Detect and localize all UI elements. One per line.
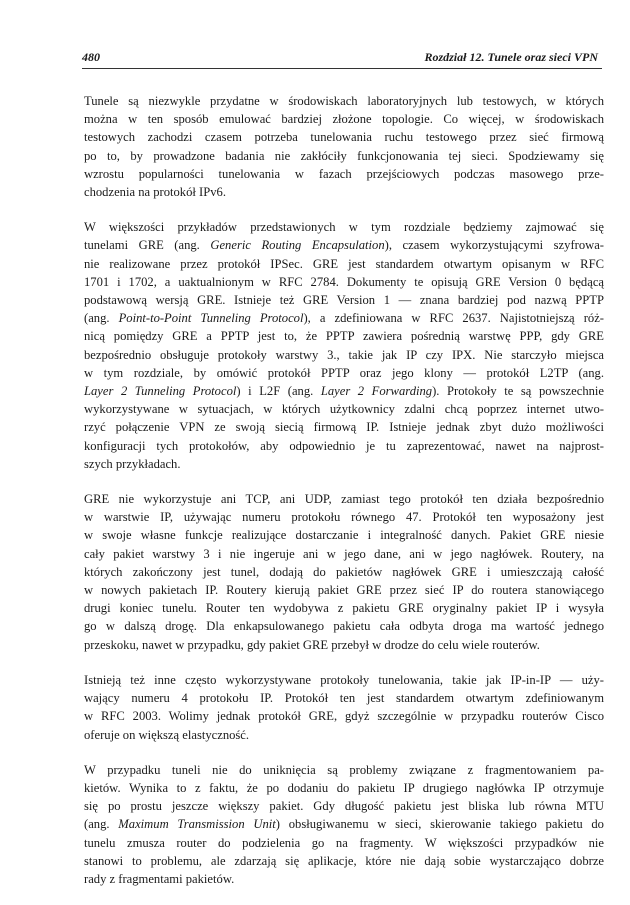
text-line: stanowi to problemu, ale zdarzają się aplikacje, które nie dają sobie wystarczająco dobrze xyxy=(84,853,604,868)
paragraph xyxy=(84,490,604,654)
text-line: W większości przykładów przedstawionych w tym rozdziale będziemy zajmować się xyxy=(84,220,604,235)
page-body xyxy=(84,92,604,905)
text-line: po to, by prowadzone badania nie zakłóciły funkcjonowania tej sieci. Spodziewamy się xyxy=(84,148,604,163)
text-line: w nowych pakietach IP. Routery kierują pakiet GRE przez sieć IP do routera stanowiącego xyxy=(84,583,604,598)
text-line: nie realizowane przez protokół IPSec. GRE jest standardem otwartym opisanym w RFC xyxy=(84,256,604,271)
text-line: się po prostu jeszcze większy pakiet. Gdy długość pakietu jest bliska lub równa MTU xyxy=(84,799,604,814)
text-line: GRE nie wykorzystuje ani TCP, ani UDP, zamiast tego protokół ten działa bezpośrednio xyxy=(84,492,604,507)
text-line: (ang. Maximum Transmission Unit) obsługiwanemu w sieci, skierowanie takiego pakietu do xyxy=(84,817,604,832)
text-line: tunelu zmusza router do podzielenia go na fragmenty. W większości przypadków nie xyxy=(84,835,604,850)
text-line: kietów. Wynika to z faktu, że po dodaniu do pakietu IP drugiego nagłówka IP otrzymuje xyxy=(84,780,604,795)
text-line: chodzenia na protokół IPv6. xyxy=(84,185,226,200)
text-line: w tym rozdziale, by omówić protokół PPTP oraz jego klony — protokół L2TP (ang. xyxy=(84,365,604,380)
text-line: go w dalszą drogę. Dla enkapsulowanego pakietu cała odbyta droga ma wartość jednego xyxy=(84,619,604,634)
text-line: przeskoku, nawet w przypadku, gdy pakiet GRE przebył w drodze do celu wiele routerów. xyxy=(84,637,540,652)
text-line: można w ten sposób emulować bardziej złożone topologie. Co więcej, w środowiskach xyxy=(84,112,604,127)
text-line: testowych zachodzi czasem potrzeba tunelowania ruchu testowego przez sieć firmową xyxy=(84,130,604,145)
text-line: W przypadku tuneli nie do uniknięcia są problemy związane z fragmentowaniem pa- xyxy=(84,762,604,777)
text-line: drugi koniec tunelu. Router ten wydobywa z pakietu GRE oryginalny pakiet IP i wysyła xyxy=(84,601,604,616)
text-line: rady z fragmentami pakietów. xyxy=(84,871,235,886)
paragraph xyxy=(84,671,604,744)
text-line: nicą pomiędzy GRE a PPTP jest to, że PPTP zawiera pośrednią warstwę PPP, gdy GRE xyxy=(84,329,604,344)
text-line: cały pakiet warstwy 3 i nie ingeruje ani w jego dane, ani w jego nagłówek. Routery, na xyxy=(84,546,604,561)
text-line: których zakończony jest tunel, dodają do pakietów nagłówek GRE i umieszczają całość xyxy=(84,564,604,579)
page-header xyxy=(82,50,602,69)
text-line: wający numeru 4 protokołu IP. Protokół ten jest standardem otwartym zdefiniowanym xyxy=(84,691,604,706)
chapter-running-head: Rozdział 12. Tunele oraz sieci VPN xyxy=(424,50,598,64)
text-line: wykorzystywane w sytuacjach, w których użytkownicy zdalni chcą poprzez internet utwo- xyxy=(84,402,604,417)
text-line: Layer 2 Tunneling Protocol) i L2F (ang. Layer 2 Forwarding). Protokoły te są powszechnie xyxy=(84,384,605,399)
text-line: rzyć połączenie VPN ze swoją siecią firmową IP. Istnieje jednak zbyt dużo możliwości xyxy=(84,420,604,435)
text-line: podstawową wersją GRE. Istnieje też GRE Version 1 — znana bardziej pod nazwą PPTP xyxy=(84,293,604,308)
text-line: w swoje własne funkcje realizujące dostarczanie i integralność danych. Pakiet GRE niesie xyxy=(84,528,604,543)
text-line: konfiguracji tych protokołów, aby odpowiednio je tu zaprezentować, nawet na najprost- xyxy=(84,438,604,453)
text-line: Tunele są niezwykle przydatne w środowiskach laboratoryjnych lub testowych, w których xyxy=(84,94,604,108)
paragraph xyxy=(84,218,604,473)
text-line: bezpośrednio obsługuje protokoły warstwy 3., takie jak IP czy IPX. Nie starczyło miejsca xyxy=(84,347,604,362)
text-line: szych przykładach. xyxy=(84,456,181,471)
text-line: (ang. Point-to-Point Tunneling Protocol), a zdefiniowana w RFC 2637. Najistotniejszą róż- xyxy=(84,311,604,326)
text-line: w RFC 2003. Wolimy jednak protokół GRE, gdyż szczególnie w przypadku routerów Cisco xyxy=(84,709,604,724)
text-line: 1701 i 1702, a uaktualnionym w RFC 2784. Dokumenty te opisują GRE Version 0 będącą xyxy=(84,274,604,289)
paragraph xyxy=(84,92,604,201)
text-line: oferuje on większą elastyczność. xyxy=(84,727,250,742)
text-line: w warstwie IP, używając numeru protokołu równego 47. Protokół ten wyposażony jest xyxy=(84,510,604,525)
text-line: wzrostu popularności tunelowania w fazach przejściowych podczas masowego prze- xyxy=(84,166,604,181)
paragraph xyxy=(84,761,604,888)
page-number: 480 xyxy=(82,50,100,64)
text-line: tunelami GRE (ang. Generic Routing Encapsulation), czasem wykorzystującymi szyfrowa- xyxy=(84,238,605,253)
text-line: Istnieją też inne często wykorzystywane protokoły tunelowania, takie jak IP-in-IP — uży- xyxy=(84,672,604,687)
